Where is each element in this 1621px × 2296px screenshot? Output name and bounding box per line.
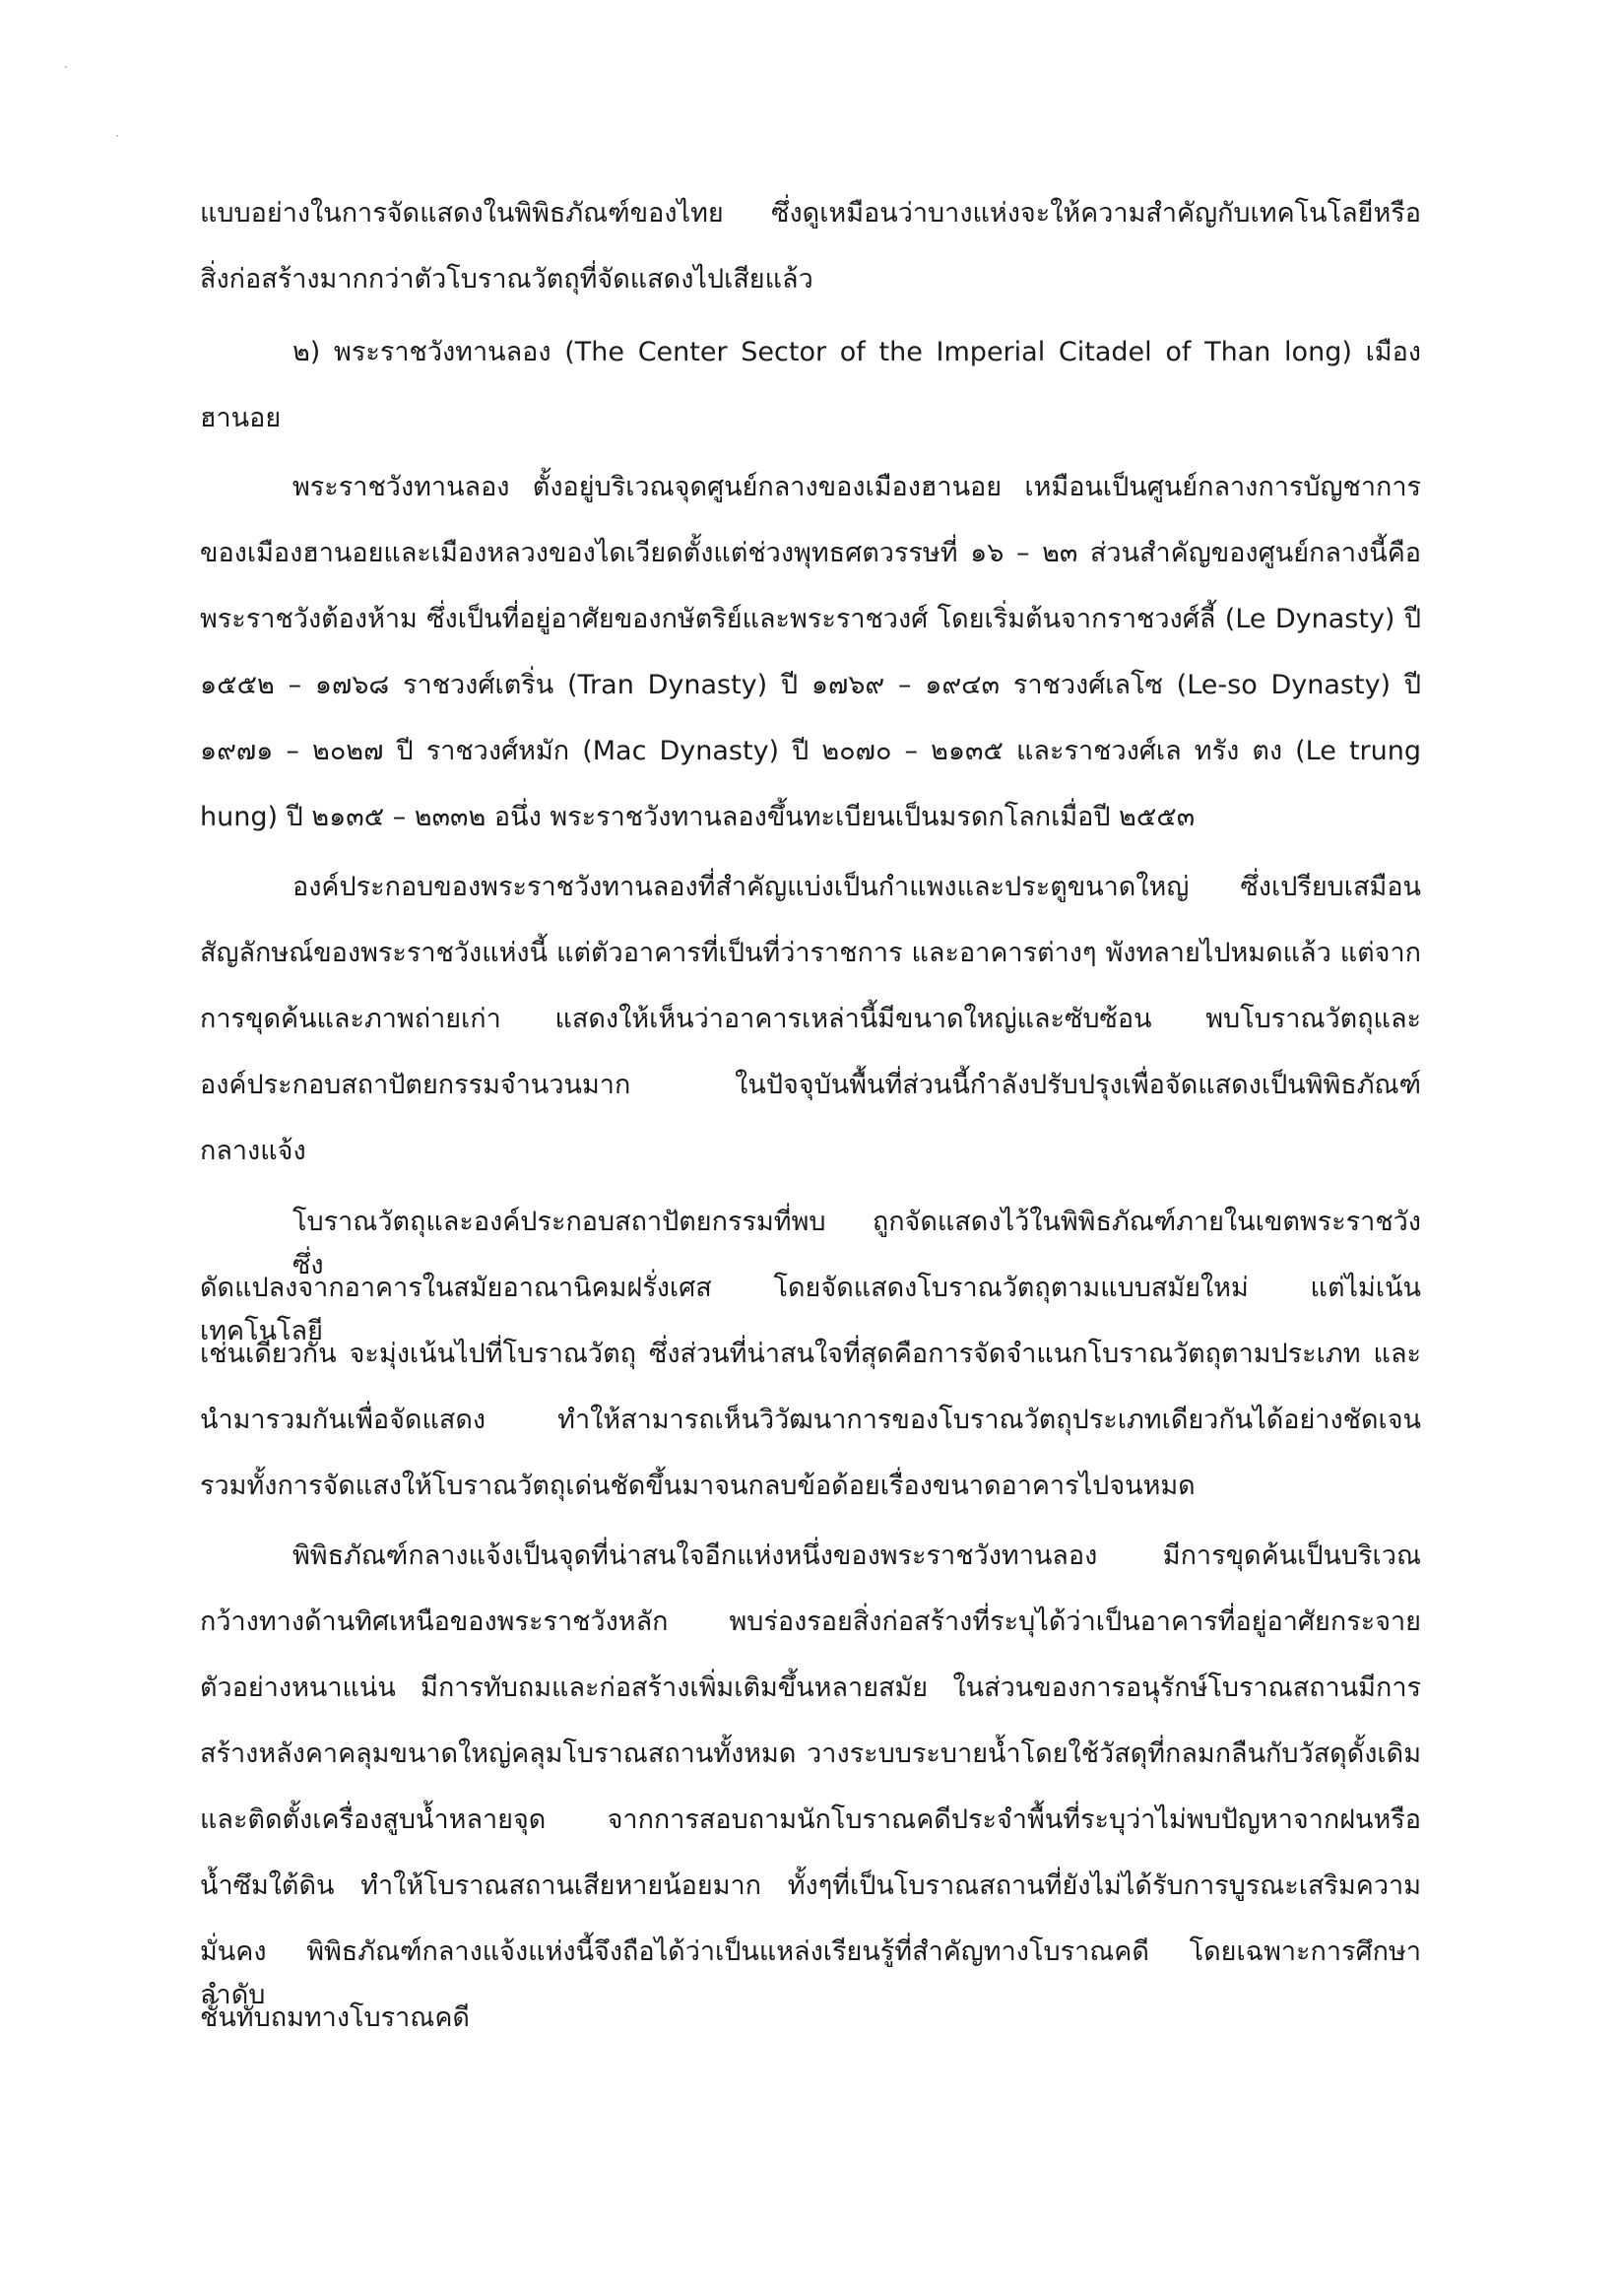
text-line: รวมทั้งการจัดแสงให้โบราณวัตถุเด่นชัดขึ้นมาจนกลบข้อด้อยเรื่องขนาดอาคารไปจนหมด xyxy=(200,1471,1196,1501)
text-line: hung) ปี ๒๑๓๕ – ๒๓๓๒ อนึ่ง พระราชวังทานลองขึ้นทะเบียนเป็นมรดกโลกเมื่อปี ๒๕๕๓ xyxy=(200,802,1196,832)
text-line: พระราชวังทานลอง ตั้งอยู่บริเวณจุดศูนย์กลางของเมืองฮานอย เหมือนเป็นศูนย์กลางการบัญชาการ xyxy=(292,472,1421,502)
text-line: ๑๕๕๒ – ๑๗๖๘ ราชวงศ์เตริ่น (Tran Dynasty) ปี ๑๗๖๙ – ๑๙๔๓ ราชวงศ์เลโซ (Le-so Dynasty) ปี xyxy=(200,670,1421,700)
text-line: กลางแจ้ง xyxy=(200,1136,306,1166)
section-heading-continuation: ฮานอย xyxy=(200,403,282,433)
scan-speck xyxy=(65,66,67,68)
text-line: สัญลักษณ์ของพระราชวังแห่งนี้ แต่ตัวอาคารที่เป็นที่ว่าราชการ และอาคารต่างๆ พังทลายไปหมดแล้ว แต่จาก xyxy=(200,938,1421,968)
text-line: นำมารวมกันเพื่อจัดแสดง ทำให้สามารถเห็นวิวัฒนาการของโบราณวัตถุประเภทเดียวกันได้อย่างชัดเจน xyxy=(200,1405,1421,1435)
text-line: องค์ประกอบสถาปัตยกรรมจำนวนมาก ในปัจจุบันพื้นที่ส่วนนี้กำลังปรับปรุงเพื่อจัดแสดงเป็นพิพิธภัณฑ์ xyxy=(200,1070,1421,1100)
text-line: เช่นเดียวกัน จะมุ่งเน้นไปที่โบราณวัตถุ ซึ่งส่วนที่น่าสนใจที่สุดคือการจัดจำแนกโบราณวัตถุตามประเภท และ xyxy=(200,1339,1421,1369)
scan-speck xyxy=(116,135,118,137)
text-line: กว้างทางด้านทิศเหนือของพระราชวังหลัก พบร่องรอยสิ่งก่อสร้างที่ระบุได้ว่าเป็นอาคารที่อยู่อาศัยกระจาย xyxy=(200,1607,1421,1637)
text-line: ดัดแปลงจากอาคารในสมัยอาณานิคมฝรั่งเศส โดยจัดแสดงโบราณวัตถุตามแบบสมัยใหม่ แต่ไม่เน้นเทคโนโลยี xyxy=(200,1273,1421,1346)
text-line: ชั้นทับถมทางโบราณคดี xyxy=(200,2002,470,2033)
text-line: น้ำซึมใต้ดิน ทำให้โบราณสถานเสียหายน้อยมาก ทั้งๆที่เป็นโบราณสถานที่ยังไม่ได้รับการบูรณะเสริมความ xyxy=(200,1870,1421,1901)
text-line: สิ่งก่อสร้างมากกว่าตัวโบราณวัตถุที่จัดแสดงไปเสียแล้ว xyxy=(200,264,813,295)
text-line: การขุดค้นและภาพถ่ายเก่า แสดงให้เห็นว่าอาคารเหล่านี้มีขนาดใหญ่และซับซ้อน พบโบราณวัตถุและ xyxy=(200,1004,1421,1034)
text-line: พระราชวังต้องห้าม ซึ่งเป็นที่อยู่อาศัยของกษัตริย์และพระราชวงศ์ โดยเริ่มต้นจากราชวงศ์ลี้ (Le Dynasty) ปี xyxy=(200,604,1421,634)
text-line: พิพิธภัณฑ์กลางแจ้งเป็นจุดที่น่าสนใจอีกแห่งหนึ่งของพระราชวังทานลอง มีการขุดค้นเป็นบริเวณ xyxy=(292,1541,1421,1571)
text-line: โบราณวัตถุและองค์ประกอบสถาปัตยกรรมที่พบ ถูกจัดแสดงไว้ในพิพิธภัณฑ์ภายในเขตพระราชวัง ซึ่ง xyxy=(292,1207,1421,1280)
text-line: องค์ประกอบของพระราชวังทานลองที่สำคัญแบ่งเป็นกำแพงและประตูขนาดใหญ่ ซึ่งเปรียบเสมือน xyxy=(292,872,1421,902)
text-line: แบบอย่างในการจัดแสดงในพิพิธภัณฑ์ของไทย ซึ่งดูเหมือนว่าบางแห่งจะให้ความสำคัญกับเทคโนโลยีหรือ xyxy=(200,198,1421,229)
text-line: ของเมืองฮานอยและเมืองหลวงของไดเวียดตั้งแต่ช่วงพุทธศตวรรษที่ ๑๖ – ๒๓ ส่วนสำคัญของศูนย์กลางนี้คือ xyxy=(200,538,1421,568)
text-line: และติดตั้งเครื่องสูบน้ำหลายจุด จากการสอบถามนักโบราณคดีประจำพื้นที่ระบุว่าไม่พบปัญหาจากฝนหรือ xyxy=(200,1804,1421,1835)
text-line: ๑๙๗๑ – ๒๐๒๗ ปี ราชวงศ์หมัก (Mac Dynasty) ปี ๒๐๗๐ – ๒๑๓๕ และราชวงศ์เล ทรัง ตง (Le trung xyxy=(200,736,1421,766)
text-line: มั่นคง พิพิธภัณฑ์กลางแจ้งแห่งนี้จึงถือได้ว่าเป็นแหล่งเรียนรู้ที่สำคัญทางโบราณคดี โดยเฉพาะการศึกษาลำดับ xyxy=(200,1936,1421,2010)
text-line: ตัวอย่างหนาแน่น มีการทับถมและก่อสร้างเพิ่มเติมขึ้นหลายสมัย ในส่วนของการอนุรักษ์โบราณสถานมีการ xyxy=(200,1673,1421,1703)
section-heading: ๒) พระราชวังทานลอง (The Center Sector of the Imperial Citadel of Than long) เมือง xyxy=(292,337,1421,367)
text-line: สร้างหลังคาคลุมขนาดใหญ่คลุมโบราณสถานทั้งหมด วางระบบระบายน้ำโดยใช้วัสดุที่กลมกลืนกับวัสดุดั้งเดิม xyxy=(200,1738,1421,1769)
